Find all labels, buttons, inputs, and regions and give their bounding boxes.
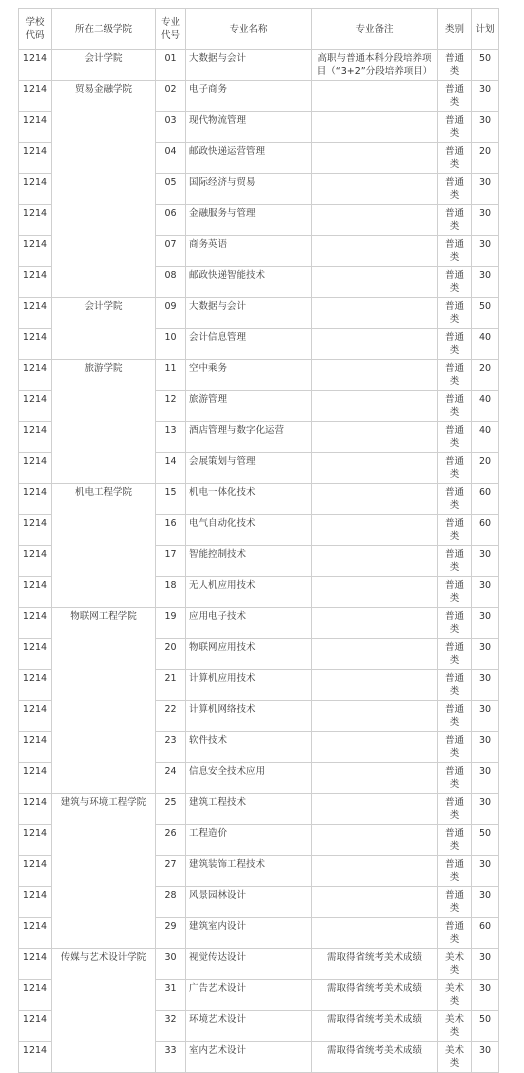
major-note-cell xyxy=(312,732,438,763)
college-cell: 建筑与环境工程学院 xyxy=(52,794,156,949)
major-note-cell: 需取得省统考美术成绩 xyxy=(312,980,438,1011)
major-name-cell: 空中乘务 xyxy=(186,360,312,391)
major-name-cell: 应用电子技术 xyxy=(186,608,312,639)
school-code-cell: 1214 xyxy=(19,639,52,670)
school-code-cell: 1214 xyxy=(19,360,52,391)
major-number-cell: 21 xyxy=(156,670,186,701)
major-note-cell xyxy=(312,81,438,112)
school-code-cell: 1214 xyxy=(19,949,52,980)
major-note-cell xyxy=(312,205,438,236)
plan-cell: 30 xyxy=(472,236,499,267)
table-row xyxy=(19,360,499,391)
category-cell: 普通类 xyxy=(438,360,472,391)
college-cell: 旅游学院 xyxy=(52,360,156,484)
school-code-cell: 1214 xyxy=(19,236,52,267)
category-cell: 普通类 xyxy=(438,50,472,81)
major-note-cell xyxy=(312,422,438,453)
plan-cell: 30 xyxy=(472,608,499,639)
table-row xyxy=(19,608,499,639)
major-note-cell xyxy=(312,236,438,267)
category-cell: 普通类 xyxy=(438,205,472,236)
major-name-cell: 机电一体化技术 xyxy=(186,484,312,515)
header-school-code: 学校代码 xyxy=(19,9,52,50)
category-cell: 普通类 xyxy=(438,174,472,205)
header-row xyxy=(19,9,499,50)
major-name-cell: 无人机应用技术 xyxy=(186,577,312,608)
major-note-cell xyxy=(312,701,438,732)
major-note-cell xyxy=(312,298,438,329)
major-name-cell: 电子商务 xyxy=(186,81,312,112)
major-note-cell xyxy=(312,639,438,670)
major-number-cell: 29 xyxy=(156,918,186,949)
major-number-cell: 14 xyxy=(156,453,186,484)
category-cell: 普通类 xyxy=(438,608,472,639)
major-number-cell: 16 xyxy=(156,515,186,546)
major-number-cell: 33 xyxy=(156,1042,186,1073)
plan-cell: 40 xyxy=(472,391,499,422)
plan-cell: 40 xyxy=(472,329,499,360)
major-number-cell: 02 xyxy=(156,81,186,112)
major-name-cell: 会计信息管理 xyxy=(186,329,312,360)
major-note-cell xyxy=(312,329,438,360)
school-code-cell: 1214 xyxy=(19,515,52,546)
major-number-cell: 30 xyxy=(156,949,186,980)
college-cell: 物联网工程学院 xyxy=(52,608,156,794)
category-cell: 普通类 xyxy=(438,763,472,794)
major-name-cell: 物联网应用技术 xyxy=(186,639,312,670)
plan-cell: 50 xyxy=(472,50,499,81)
college-cell: 机电工程学院 xyxy=(52,484,156,608)
category-cell: 普通类 xyxy=(438,515,472,546)
school-code-cell: 1214 xyxy=(19,670,52,701)
major-note-cell xyxy=(312,112,438,143)
school-code-cell: 1214 xyxy=(19,1011,52,1042)
school-code-cell: 1214 xyxy=(19,856,52,887)
category-cell: 普通类 xyxy=(438,484,472,515)
plan-cell: 20 xyxy=(472,360,499,391)
school-code-cell: 1214 xyxy=(19,174,52,205)
category-cell: 美术类 xyxy=(438,1042,472,1073)
school-code-cell: 1214 xyxy=(19,763,52,794)
category-cell: 普通类 xyxy=(438,856,472,887)
major-name-cell: 金融服务与管理 xyxy=(186,205,312,236)
major-number-cell: 23 xyxy=(156,732,186,763)
major-number-cell: 18 xyxy=(156,577,186,608)
college-cell: 传媒与艺术设计学院 xyxy=(52,949,156,1073)
plan-cell: 30 xyxy=(472,1042,499,1073)
category-cell: 普通类 xyxy=(438,701,472,732)
major-name-cell: 风景园林设计 xyxy=(186,887,312,918)
major-number-cell: 09 xyxy=(156,298,186,329)
school-code-cell: 1214 xyxy=(19,577,52,608)
header-category: 类别 xyxy=(438,9,472,50)
major-note-cell xyxy=(312,174,438,205)
major-name-cell: 信息安全技术应用 xyxy=(186,763,312,794)
category-cell: 普通类 xyxy=(438,422,472,453)
school-code-cell: 1214 xyxy=(19,825,52,856)
category-cell: 普通类 xyxy=(438,329,472,360)
category-cell: 普通类 xyxy=(438,794,472,825)
plan-cell: 30 xyxy=(472,763,499,794)
school-code-cell: 1214 xyxy=(19,50,52,81)
plan-cell: 30 xyxy=(472,267,499,298)
category-cell: 普通类 xyxy=(438,391,472,422)
school-code-cell: 1214 xyxy=(19,391,52,422)
school-code-cell: 1214 xyxy=(19,205,52,236)
major-name-cell: 环境艺术设计 xyxy=(186,1011,312,1042)
header-major-name: 专业名称 xyxy=(186,9,312,50)
major-number-cell: 17 xyxy=(156,546,186,577)
major-name-cell: 会展策划与管理 xyxy=(186,453,312,484)
category-cell: 普通类 xyxy=(438,670,472,701)
college-cell: 会计学院 xyxy=(52,298,156,360)
plan-cell: 50 xyxy=(472,298,499,329)
major-number-cell: 07 xyxy=(156,236,186,267)
plan-cell: 30 xyxy=(472,670,499,701)
major-number-cell: 32 xyxy=(156,1011,186,1042)
school-code-cell: 1214 xyxy=(19,298,52,329)
table-body xyxy=(19,50,499,1073)
header-major-number: 专业代号 xyxy=(156,9,186,50)
major-name-cell: 视觉传达设计 xyxy=(186,949,312,980)
major-number-cell: 06 xyxy=(156,205,186,236)
header-college: 所在二级学院 xyxy=(52,9,156,50)
table-row xyxy=(19,794,499,825)
category-cell: 美术类 xyxy=(438,949,472,980)
school-code-cell: 1214 xyxy=(19,794,52,825)
school-code-cell: 1214 xyxy=(19,81,52,112)
major-note-cell: 高职与普通本科分段培养项目（“3+2”分段培养项目） xyxy=(312,50,438,81)
table-header xyxy=(19,9,499,50)
school-code-cell: 1214 xyxy=(19,143,52,174)
table-row xyxy=(19,949,499,980)
major-number-cell: 13 xyxy=(156,422,186,453)
school-code-cell: 1214 xyxy=(19,732,52,763)
major-note-cell xyxy=(312,887,438,918)
major-number-cell: 20 xyxy=(156,639,186,670)
major-number-cell: 08 xyxy=(156,267,186,298)
category-cell: 普通类 xyxy=(438,639,472,670)
major-note-cell xyxy=(312,484,438,515)
plan-cell: 20 xyxy=(472,143,499,174)
major-name-cell: 电气自动化技术 xyxy=(186,515,312,546)
major-name-cell: 建筑工程技术 xyxy=(186,794,312,825)
major-name-cell: 旅游管理 xyxy=(186,391,312,422)
school-code-cell: 1214 xyxy=(19,267,52,298)
plan-cell: 50 xyxy=(472,1011,499,1042)
plan-cell: 60 xyxy=(472,918,499,949)
major-note-cell xyxy=(312,391,438,422)
major-number-cell: 10 xyxy=(156,329,186,360)
major-name-cell: 软件技术 xyxy=(186,732,312,763)
category-cell: 普通类 xyxy=(438,267,472,298)
school-code-cell: 1214 xyxy=(19,701,52,732)
major-name-cell: 邮政快递智能技术 xyxy=(186,267,312,298)
major-name-cell: 广告艺术设计 xyxy=(186,980,312,1011)
plan-cell: 60 xyxy=(472,484,499,515)
category-cell: 普通类 xyxy=(438,453,472,484)
major-name-cell: 建筑装饰工程技术 xyxy=(186,856,312,887)
school-code-cell: 1214 xyxy=(19,1042,52,1073)
major-name-cell: 商务英语 xyxy=(186,236,312,267)
major-note-cell xyxy=(312,918,438,949)
category-cell: 普通类 xyxy=(438,143,472,174)
major-name-cell: 计算机应用技术 xyxy=(186,670,312,701)
major-number-cell: 15 xyxy=(156,484,186,515)
major-name-cell: 大数据与会计 xyxy=(186,298,312,329)
major-number-cell: 04 xyxy=(156,143,186,174)
school-code-cell: 1214 xyxy=(19,887,52,918)
header-plan: 计划 xyxy=(472,9,499,50)
major-number-cell: 19 xyxy=(156,608,186,639)
major-number-cell: 12 xyxy=(156,391,186,422)
category-cell: 普通类 xyxy=(438,236,472,267)
plan-cell: 60 xyxy=(472,515,499,546)
school-code-cell: 1214 xyxy=(19,608,52,639)
school-code-cell: 1214 xyxy=(19,422,52,453)
major-name-cell: 大数据与会计 xyxy=(186,50,312,81)
category-cell: 普通类 xyxy=(438,887,472,918)
category-cell: 普通类 xyxy=(438,918,472,949)
major-number-cell: 22 xyxy=(156,701,186,732)
major-number-cell: 27 xyxy=(156,856,186,887)
college-cell: 贸易金融学院 xyxy=(52,81,156,298)
major-note-cell xyxy=(312,515,438,546)
plan-cell: 30 xyxy=(472,546,499,577)
major-number-cell: 03 xyxy=(156,112,186,143)
table-row xyxy=(19,50,499,81)
college-cell: 会计学院 xyxy=(52,50,156,81)
plan-cell: 30 xyxy=(472,856,499,887)
plan-cell: 30 xyxy=(472,112,499,143)
plan-cell: 40 xyxy=(472,422,499,453)
school-code-cell: 1214 xyxy=(19,112,52,143)
plan-cell: 30 xyxy=(472,81,499,112)
category-cell: 普通类 xyxy=(438,298,472,329)
category-cell: 普通类 xyxy=(438,825,472,856)
major-name-cell: 邮政快递运营管理 xyxy=(186,143,312,174)
major-name-cell: 工程造价 xyxy=(186,825,312,856)
school-code-cell: 1214 xyxy=(19,546,52,577)
major-note-cell xyxy=(312,794,438,825)
plan-cell: 30 xyxy=(472,639,499,670)
school-code-cell: 1214 xyxy=(19,453,52,484)
major-number-cell: 24 xyxy=(156,763,186,794)
plan-cell: 30 xyxy=(472,887,499,918)
plan-cell: 30 xyxy=(472,701,499,732)
plan-cell: 30 xyxy=(472,949,499,980)
major-note-cell xyxy=(312,546,438,577)
category-cell: 普通类 xyxy=(438,112,472,143)
major-number-cell: 28 xyxy=(156,887,186,918)
major-name-cell: 国际经济与贸易 xyxy=(186,174,312,205)
school-code-cell: 1214 xyxy=(19,484,52,515)
category-cell: 普通类 xyxy=(438,546,472,577)
major-note-cell xyxy=(312,577,438,608)
major-note-cell xyxy=(312,143,438,174)
school-code-cell: 1214 xyxy=(19,980,52,1011)
major-number-cell: 25 xyxy=(156,794,186,825)
plan-cell: 30 xyxy=(472,732,499,763)
major-number-cell: 11 xyxy=(156,360,186,391)
category-cell: 普通类 xyxy=(438,577,472,608)
table-row xyxy=(19,298,499,329)
category-cell: 普通类 xyxy=(438,81,472,112)
major-note-cell: 需取得省统考美术成绩 xyxy=(312,949,438,980)
major-name-cell: 酒店管理与数字化运营 xyxy=(186,422,312,453)
plan-cell: 30 xyxy=(472,205,499,236)
plan-cell: 20 xyxy=(472,453,499,484)
major-note-cell xyxy=(312,856,438,887)
category-cell: 普通类 xyxy=(438,732,472,763)
plan-cell: 30 xyxy=(472,980,499,1011)
table-row xyxy=(19,484,499,515)
major-note-cell xyxy=(312,360,438,391)
plan-cell: 30 xyxy=(472,577,499,608)
major-note-cell xyxy=(312,267,438,298)
major-name-cell: 建筑室内设计 xyxy=(186,918,312,949)
major-number-cell: 01 xyxy=(156,50,186,81)
category-cell: 美术类 xyxy=(438,980,472,1011)
major-note-cell xyxy=(312,453,438,484)
major-name-cell: 计算机网络技术 xyxy=(186,701,312,732)
major-name-cell: 智能控制技术 xyxy=(186,546,312,577)
major-name-cell: 现代物流管理 xyxy=(186,112,312,143)
major-number-cell: 31 xyxy=(156,980,186,1011)
major-number-cell: 05 xyxy=(156,174,186,205)
major-note-cell: 需取得省统考美术成绩 xyxy=(312,1042,438,1073)
table-row xyxy=(19,81,499,112)
major-number-cell: 26 xyxy=(156,825,186,856)
plan-cell: 30 xyxy=(472,794,499,825)
major-name-cell: 室内艺术设计 xyxy=(186,1042,312,1073)
major-note-cell xyxy=(312,608,438,639)
major-note-cell: 需取得省统考美术成绩 xyxy=(312,1011,438,1042)
major-note-cell xyxy=(312,825,438,856)
plan-cell: 50 xyxy=(472,825,499,856)
school-code-cell: 1214 xyxy=(19,918,52,949)
plan-cell: 30 xyxy=(472,174,499,205)
major-note-cell xyxy=(312,763,438,794)
school-code-cell: 1214 xyxy=(19,329,52,360)
category-cell: 美术类 xyxy=(438,1011,472,1042)
enrollment-plan-table xyxy=(18,8,499,1073)
header-major-note: 专业备注 xyxy=(312,9,438,50)
